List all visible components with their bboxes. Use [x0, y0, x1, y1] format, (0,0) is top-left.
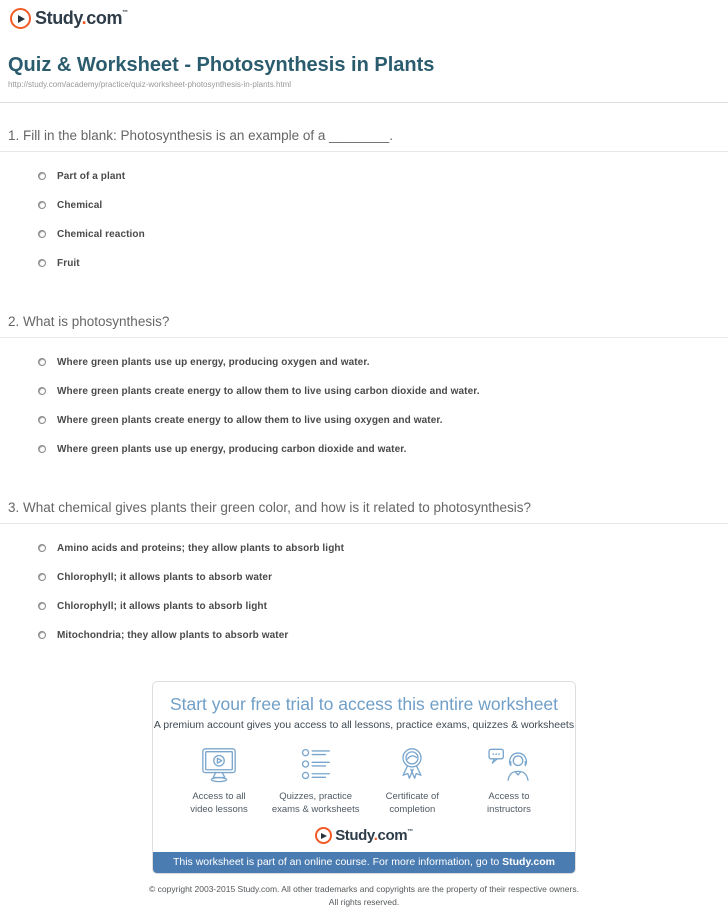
logo-word: Study — [335, 827, 374, 845]
option-row[interactable] — [38, 415, 728, 425]
radio-button[interactable] — [38, 416, 46, 424]
option-label: Where green plants create energy to allow them to live using oxygen and water. — [57, 414, 443, 426]
feature-label-line1: Access to all — [192, 791, 246, 802]
option-label: Part of a plant — [57, 170, 126, 182]
free-trial-box — [152, 681, 576, 874]
copyright-footer — [0, 883, 728, 909]
radio-button[interactable] — [38, 573, 46, 581]
divider — [0, 337, 728, 338]
option-row[interactable] — [38, 630, 728, 640]
radio-button[interactable] — [38, 230, 46, 238]
radio-button[interactable] — [38, 358, 46, 366]
feature-label-line2: exams & worksheets — [271, 804, 360, 816]
trial-headline: Start your free trial to access this entire worksheet — [169, 694, 559, 714]
logo-tld: com — [86, 8, 123, 28]
option-row[interactable] — [38, 572, 728, 582]
feature-label-line1: Access to — [488, 791, 530, 802]
feature-label-line2: video lessons — [190, 804, 248, 816]
quiz-list-icon — [292, 746, 340, 784]
feature-label — [190, 790, 248, 817]
option-label: Chlorophyll; it allows plants to absorb water — [57, 571, 273, 583]
feature-label — [272, 790, 360, 817]
page-title: Quiz & Worksheet - Photosynthesis in Plants — [8, 54, 435, 76]
logo-dot: . — [81, 8, 87, 28]
radio-button[interactable] — [38, 631, 46, 639]
trial-subtitle: A premium account gives you access to all lessons, practice exams, quizzes & worksheets — [153, 719, 575, 731]
option-row[interactable] — [38, 258, 728, 268]
video-monitor-icon — [195, 746, 243, 784]
study-logo — [315, 827, 413, 844]
study-logo — [10, 8, 128, 29]
radio-button[interactable] — [38, 259, 46, 267]
copyright-line1: © copyright 2003-2015 Study.com. All other trademarks and copyrights are the property of their respective owners. — [149, 884, 579, 895]
copyright-line2: All rights reserved. — [328, 897, 400, 908]
question-text: 1. Fill in the blank: Photosynthesis is an example of a ________. — [8, 128, 393, 143]
options-group — [38, 543, 728, 640]
feature-video-lessons — [171, 746, 267, 817]
logo-word: Study — [35, 8, 82, 28]
instructor-chat-icon — [485, 746, 533, 784]
option-row[interactable] — [38, 171, 728, 181]
radio-button[interactable] — [38, 445, 46, 453]
option-row[interactable] — [38, 386, 728, 396]
question-2 — [0, 314, 728, 454]
option-label: Mitochondria; they allow plants to absorb water — [57, 629, 289, 641]
option-label: Fruit — [57, 257, 80, 269]
feature-label-line1: Quizzes, practice — [279, 791, 353, 802]
option-label: Where green plants create energy to allow them to live using carbon dioxide and water. — [57, 385, 480, 397]
feature-label-line2: instructors — [487, 804, 531, 816]
options-group — [38, 171, 728, 268]
radio-button[interactable] — [38, 544, 46, 552]
option-label: Chlorophyll; it allows plants to absorb light — [57, 600, 268, 612]
feature-certificate — [364, 746, 460, 817]
option-label: Chemical — [57, 199, 103, 211]
logo-tld: com — [377, 827, 408, 845]
feature-label-line2: completion — [389, 804, 436, 816]
option-row[interactable] — [38, 200, 728, 210]
page-url: http://study.com/academy/practice/quiz-worksheet-photosynthesis-in-plants.html — [8, 80, 292, 89]
radio-button[interactable] — [38, 602, 46, 610]
divider — [0, 151, 728, 152]
option-row[interactable] — [38, 357, 728, 367]
option-label: Chemical reaction — [57, 228, 145, 240]
options-group — [38, 357, 728, 454]
logo-wordmark — [335, 827, 413, 844]
question-text: 2. What is photosynthesis? — [8, 314, 170, 329]
option-label: Where green plants use up energy, producing carbon dioxide and water. — [57, 443, 407, 455]
radio-button[interactable] — [38, 201, 46, 209]
feature-label — [386, 790, 439, 817]
divider — [0, 102, 728, 103]
feature-label — [487, 790, 531, 817]
logo-dot: . — [373, 827, 378, 845]
features-row — [153, 746, 575, 817]
option-label: Amino acids and proteins; they allow plants to absorb light — [57, 542, 345, 554]
radio-button[interactable] — [38, 387, 46, 395]
question-text: 3. What chemical gives plants their green color, and how is it related to photosynthesis? — [8, 500, 532, 515]
option-label: Where green plants use up energy, producing oxygen and water. — [57, 356, 370, 368]
option-row[interactable] — [38, 229, 728, 239]
question-1 — [0, 128, 728, 268]
certificate-ribbon-icon — [388, 746, 436, 784]
feature-instructors — [461, 746, 557, 817]
question-3 — [0, 500, 728, 640]
option-row[interactable] — [38, 601, 728, 611]
option-row[interactable] — [38, 444, 728, 454]
banner-text: This worksheet is part of an online course. For more information, go to — [172, 856, 503, 869]
option-row[interactable] — [38, 543, 728, 553]
play-circle-icon — [10, 8, 31, 29]
feature-quizzes — [268, 746, 364, 817]
divider — [0, 523, 728, 524]
banner-study-link[interactable]: Study.com — [502, 856, 556, 869]
logo-trademark: ™ — [122, 10, 128, 16]
radio-button[interactable] — [38, 172, 46, 180]
logo-trademark: ™ — [407, 829, 413, 836]
course-info-banner — [153, 852, 575, 873]
logo-wordmark — [35, 8, 128, 29]
play-circle-icon — [315, 827, 332, 844]
feature-label-line1: Certificate of — [385, 791, 439, 802]
